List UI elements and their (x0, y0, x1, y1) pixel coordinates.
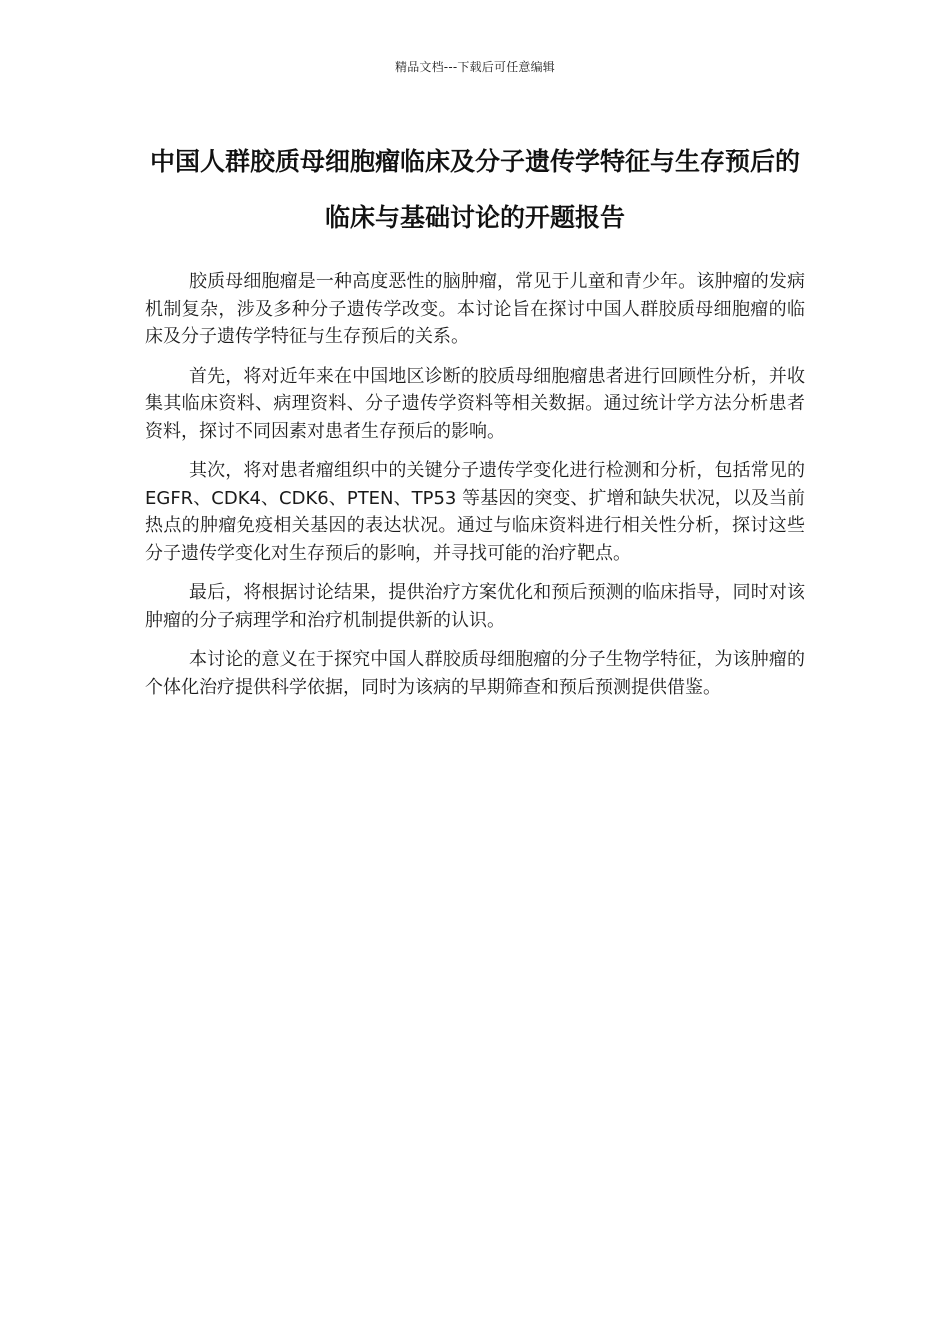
paragraph-3: 其次，将对患者瘤组织中的关键分子遗传学变化进行检测和分析，包括常见的 EGFR、CDK4、CDK6、PTEN、TP53 等基因的突变、扩增和缺失状况，以及当前热点的肿瘤免疫相关基因的表达状况。通过与临床资料进行相关性分析，探讨这些分子遗传学变化对生存预后的影响，并寻找可能的治疗靶点。 (145, 460, 805, 564)
document-body (145, 268, 805, 713)
paragraph-1: 胶质母细胞瘤是一种高度恶性的脑肿瘤，常见于儿童和青少年。该肿瘤的发病机制复杂，涉及多种分子遗传学改变。本讨论旨在探讨中国人群胶质母细胞瘤的临床及分子遗传学特征与生存预后的关系。 (145, 271, 805, 347)
paragraph-5: 本讨论的意义在于探究中国人群胶质母细胞瘤的分子生物学特征，为该肿瘤的个体化治疗提供科学依据，同时为该病的早期筛查和预后预测提供借鉴。 (145, 649, 805, 698)
page-header: 精品文档---下载后可任意编辑 (395, 60, 555, 74)
document-title: 中国人群胶质母细胞瘤临床及分子遗传学特征与生存预后的临床与基础讨论的开题报告 (149, 147, 800, 232)
paragraph-2: 首先，将对近年来在中国地区诊断的胶质母细胞瘤患者进行回顾性分析，并收集其临床资料、病理资料、分子遗传学资料等相关数据。通过统计学方法分析患者资料，探讨不同因素对患者生存预后的影响。 (145, 365, 805, 442)
paragraph-4: 最后，将根据讨论结果，提供治疗方案优化和预后预测的临床指导，同时对该肿瘤的分子病理学和治疗机制提供新的认识。 (145, 582, 805, 631)
